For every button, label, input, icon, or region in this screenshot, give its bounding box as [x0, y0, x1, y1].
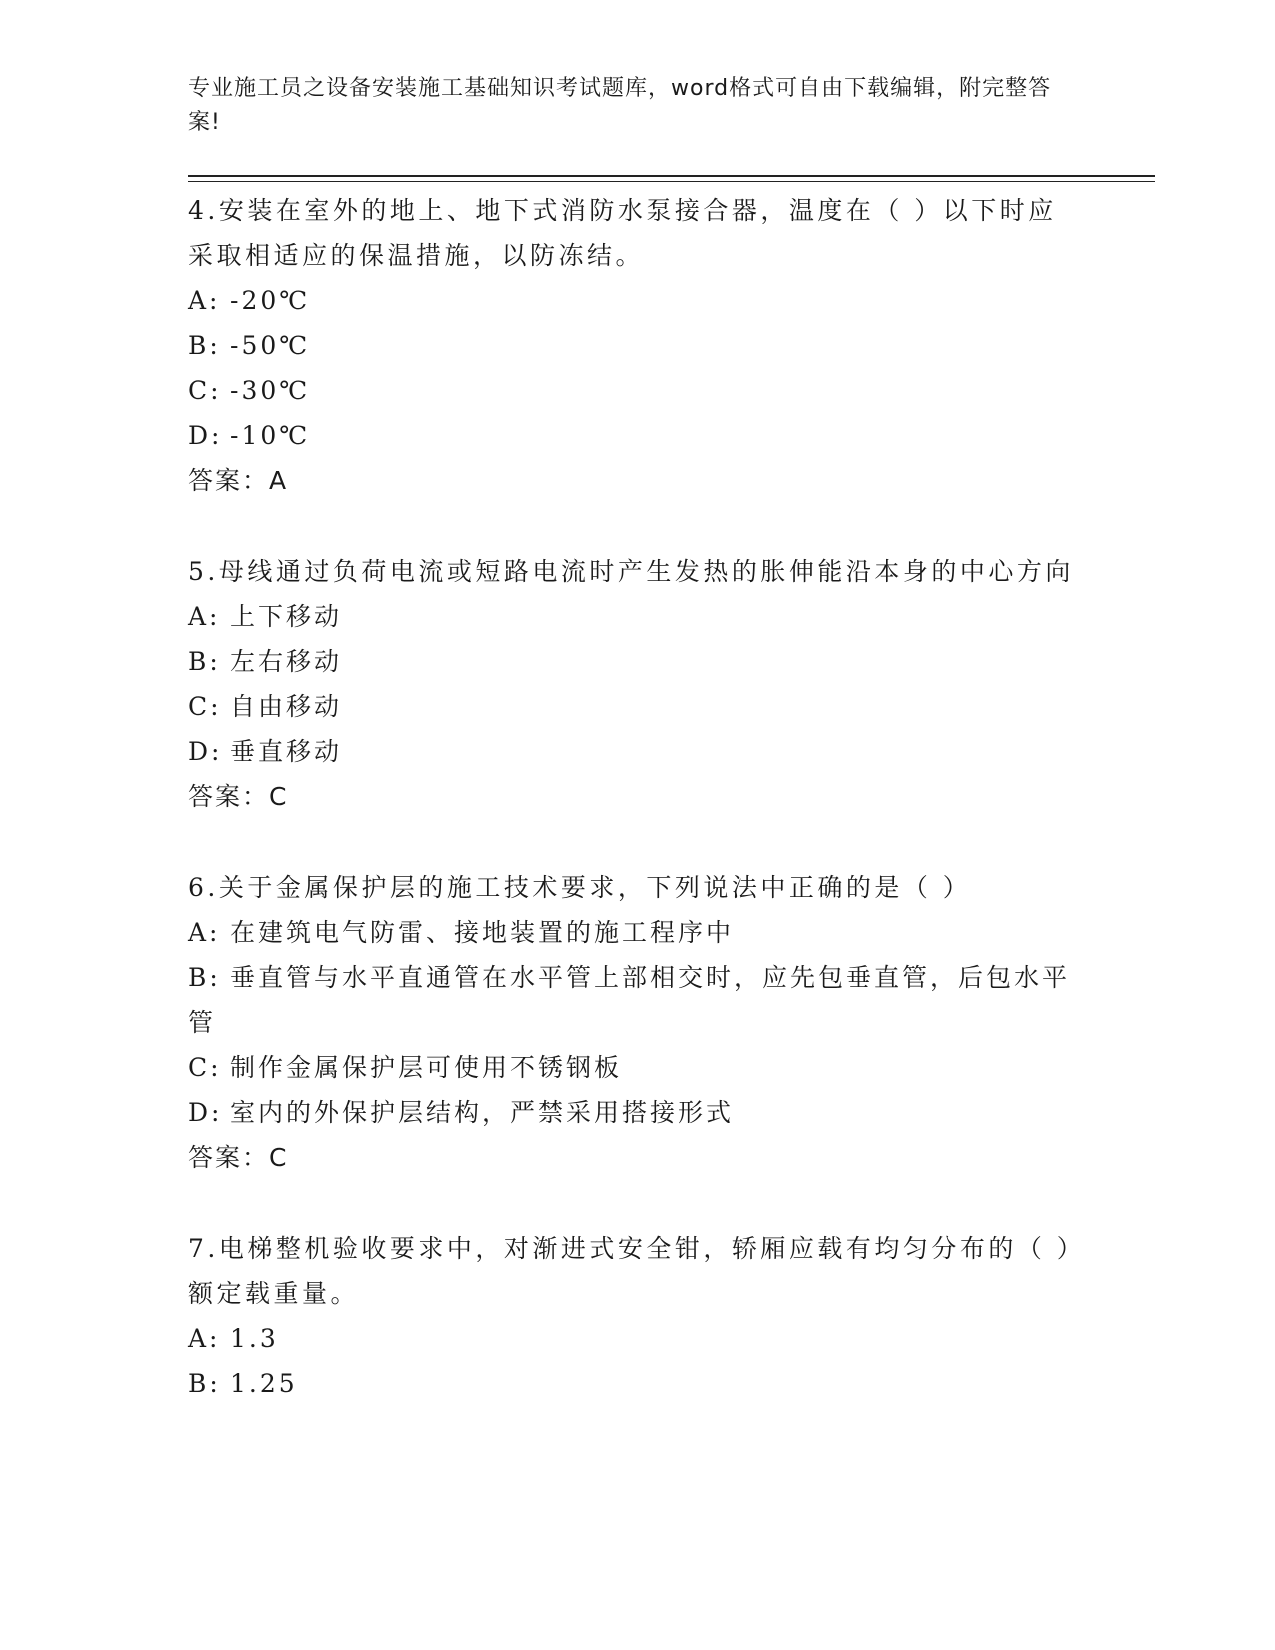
option-text: 1.3	[230, 1324, 279, 1353]
question-4	[188, 188, 1078, 503]
option-text: 1.25	[230, 1369, 298, 1398]
option-key: C:	[188, 376, 222, 405]
option-text: 上下移动	[230, 602, 343, 631]
option-a	[188, 1316, 1078, 1361]
answer-line: 答案：C	[188, 782, 289, 811]
option-text: -50℃	[230, 331, 311, 360]
document-header: 专业施工员之设备安装施工基础知识考试题库，word格式可自由下载编辑，附完整答案!	[188, 76, 1052, 135]
option-key: C:	[188, 1053, 222, 1082]
question-6	[188, 865, 1078, 1180]
option-text: 垂直移动	[230, 737, 343, 766]
option-text: 制作金属保护层可使用不锈钢板	[230, 1053, 623, 1082]
option-a	[188, 278, 1078, 323]
option-key: D:	[188, 1098, 223, 1127]
question-stem: 4.安装在室外的地上、地下式消防水泵接合器，温度在（ ）以下时应采取相适应的保温措施，以防冻结。	[188, 196, 1057, 270]
option-key: C:	[188, 692, 222, 721]
option-a	[188, 594, 1078, 639]
answer-line: 答案：A	[188, 466, 289, 495]
option-key: B:	[188, 331, 221, 360]
option-text: -30℃	[230, 376, 311, 405]
option-text: 在建筑电气防雷、接地装置的施工程序中	[230, 918, 735, 947]
header-divider-thin	[188, 181, 1155, 182]
option-c	[188, 1045, 1078, 1090]
option-d	[188, 413, 1078, 458]
question-stem: 6.关于金属保护层的施工技术要求，下列说法中正确的是（ ）	[188, 873, 972, 902]
option-key: B:	[188, 1369, 221, 1398]
option-b	[188, 323, 1078, 368]
option-key: B:	[188, 647, 221, 676]
option-key: A:	[188, 1324, 221, 1353]
option-key: D:	[188, 737, 223, 766]
question-5	[188, 549, 1078, 819]
option-b	[188, 1361, 1078, 1406]
question-list	[188, 188, 1078, 1452]
option-d	[188, 1090, 1078, 1135]
option-key: A:	[188, 602, 221, 631]
option-a	[188, 910, 1078, 955]
question-stem: 5.母线通过负荷电流或短路电流时产生发热的胀伸能沿本身的中心方向	[188, 557, 1074, 586]
option-text: -20℃	[230, 286, 311, 315]
question-stem: 7.电梯整机验收要求中，对渐进式安全钳，轿厢应载有均匀分布的（ ）额定载重量。	[188, 1234, 1073, 1308]
header-divider-thick	[188, 175, 1155, 177]
option-text: -10℃	[230, 421, 311, 450]
option-key: A:	[188, 286, 221, 315]
option-text: 垂直管与水平直通管在水平管上部相交时，应先包垂直管，后包水平管	[188, 963, 1071, 1037]
option-b	[188, 639, 1078, 684]
answer-line: 答案：C	[188, 1143, 289, 1172]
option-b	[188, 955, 1078, 1045]
question-7	[188, 1226, 1078, 1406]
option-c	[188, 684, 1078, 729]
option-text: 自由移动	[230, 692, 343, 721]
option-key: D:	[188, 421, 223, 450]
option-text: 室内的外保护层结构，严禁采用搭接形式	[230, 1098, 735, 1127]
option-text: 左右移动	[230, 647, 343, 676]
option-c	[188, 368, 1078, 413]
option-d	[188, 729, 1078, 774]
option-key: B:	[188, 963, 221, 992]
option-key: A:	[188, 918, 221, 947]
